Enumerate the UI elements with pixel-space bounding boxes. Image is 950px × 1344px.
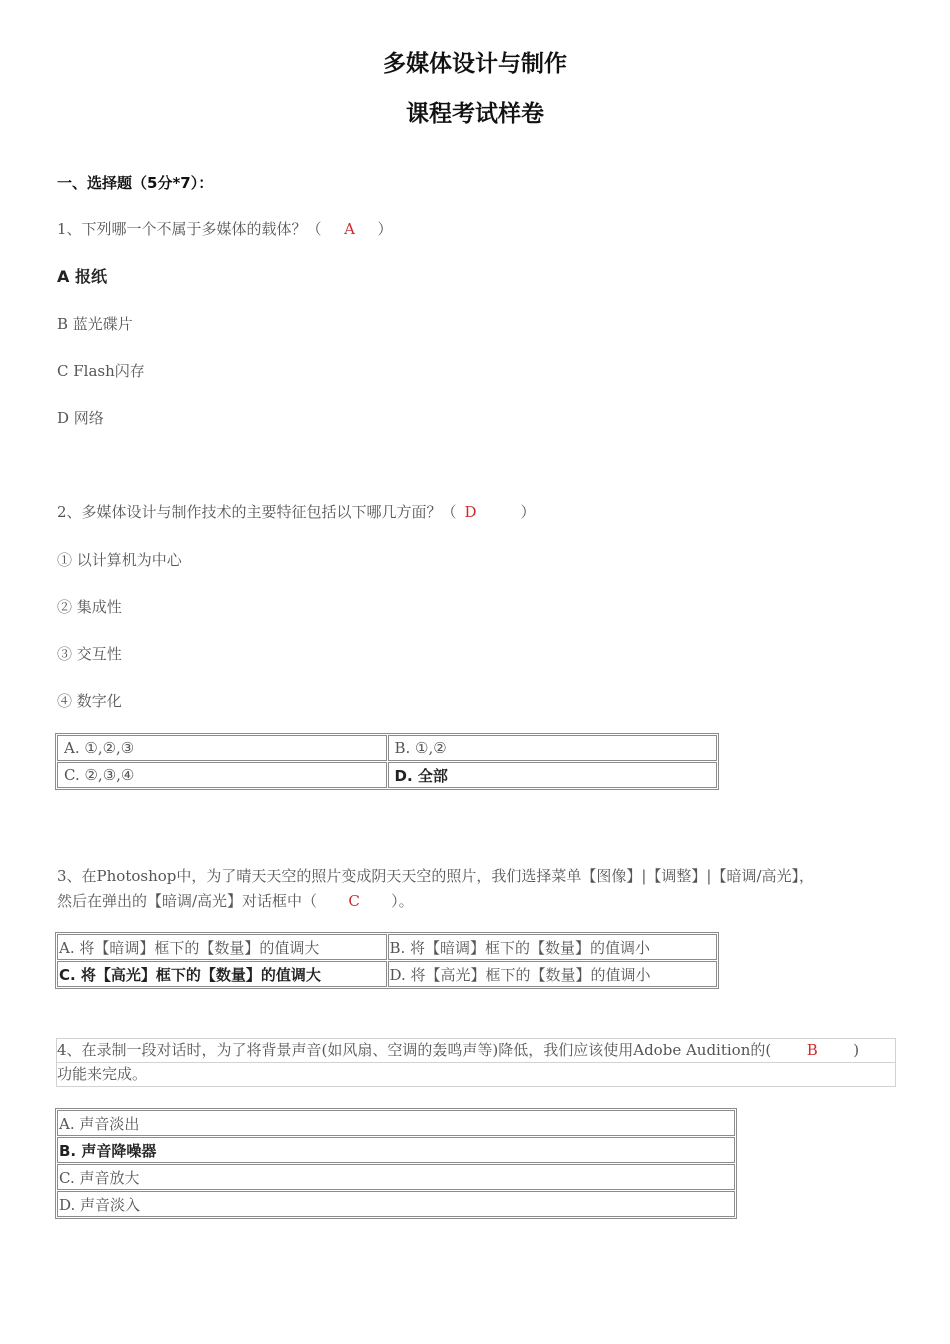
option-cell: C. ②,③,④ [57,762,387,788]
question-close: ) [853,1041,860,1059]
answer-mark: B [806,1041,818,1059]
question-2-stem [57,501,536,522]
answer-mark: D [464,503,477,521]
option-cell: D. 声音淡入 [57,1191,735,1217]
option-cell: C. 声音放大 [57,1164,735,1190]
option-cell: A. ①,②,③ [57,735,387,761]
question-2-item-1: ① 以计算机为中心 [57,551,182,569]
question-2-options-table [55,733,719,790]
answer-mark: A [344,220,355,238]
question-2-item-2: ② 集成性 [57,598,122,616]
question-1-option-d: D 网络 [57,409,104,427]
option-cell: B. 将【暗调】框下的【数量】的值调小 [388,934,718,960]
option-cell: D. 将【高光】框下的【数量】的值调小 [388,961,718,987]
question-stem-text: 然后在弹出的【暗调/高光】对话框中（ [57,892,318,910]
question-3-options-table [55,932,719,989]
answer-mark: C [348,892,360,910]
question-close: ） [377,220,393,238]
question-close: ） [520,503,536,521]
question-2-item-4: ④ 数字化 [57,692,122,710]
question-stem-text: 4、在录制一段对话时，为了将背景声音(如风扇、空调的轰鸣声等)降低，我们应该使用Adobe Audition的( [57,1041,772,1059]
question-stem-text: 2、多媒体设计与制作技术的主要特征包括以下哪几方面？（ [57,503,457,521]
option-cell: A. 声音淡出 [57,1110,735,1136]
question-1-stem [57,218,393,239]
option-cell: B. ①,② [388,735,718,761]
question-4-options-table [55,1108,737,1219]
page-subtitle: 课程考试样卷 [406,101,544,127]
question-2-item-3: ③ 交互性 [57,645,122,663]
section-heading: 一、选择题（5分*7）： [57,174,214,192]
option-cell-correct: D. 全部 [388,762,718,788]
question-1-option-b: B 蓝光碟片 [57,315,133,333]
question-3-line-2 [57,890,414,911]
option-cell-correct: B. 声音降噪器 [57,1137,735,1163]
question-4-stem-box [56,1038,896,1087]
question-stem-text: 1、下列哪一个不属于多媒体的载体？（ [57,220,322,238]
option-cell-correct: C. 将【高光】框下的【数量】的值调大 [57,961,387,987]
page-title: 多媒体设计与制作 [383,51,567,77]
question-1-option-a: A 报纸 [57,267,107,286]
question-4-line-2: 功能来完成。 [57,1062,895,1086]
question-close: ）。 [391,892,414,910]
option-cell: A. 将【暗调】框下的【数量】的值调大 [57,934,387,960]
question-4-line-1 [57,1039,895,1062]
question-3-line-1: 3、在Photoshop中，为了晴天天空的照片变成阴天天空的照片，我们选择菜单【图像】|【调整】|【暗调/高光】， [57,867,815,885]
question-1-option-c: C Flash闪存 [57,362,145,380]
